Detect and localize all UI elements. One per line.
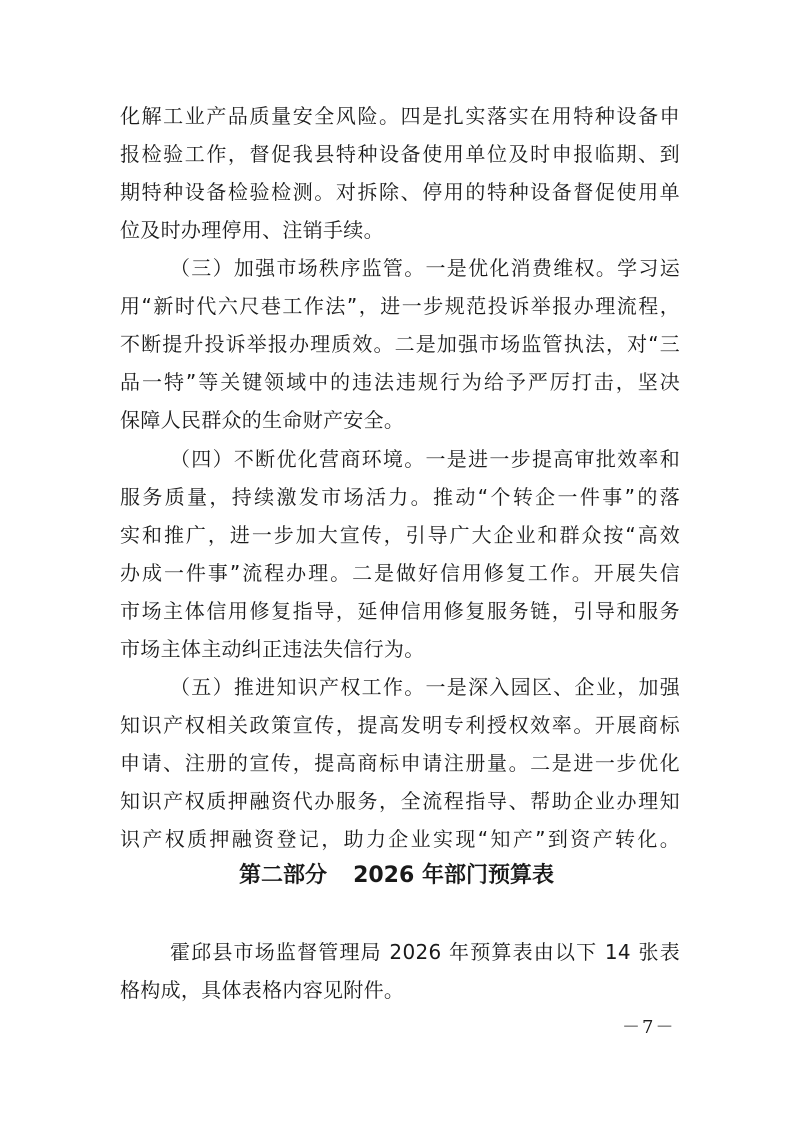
paragraph-line: 用“新时代六尺巷工作法”，进一步规范投诉举报办理流程， xyxy=(120,294,680,318)
paragraph-line: 实和推广，进一步加大宣传，引导广大企业和群众按“高效 xyxy=(120,523,680,547)
paragraph-line: 位及时办理停用、注销手续。 xyxy=(120,218,384,242)
paragraph-line: 霍邱县市场监督管理局 2026 年预算表由以下 14 张表 xyxy=(170,940,680,964)
paragraph-line: （三）加强市场秩序监管。一是优化消费维权。学习运 xyxy=(170,256,680,280)
paragraph-line: 报检验工作，督促我县特种设备使用单位及时申报临期、到 xyxy=(120,142,680,166)
paragraph-line: 知识产权相关政策宣传，提高发明专利授权效率。开展商标 xyxy=(120,713,680,737)
paragraph-line: 知识产权质押融资代办服务，全流程指导、帮助企业办理知 xyxy=(120,789,680,813)
paragraph-line: 申请、注册的宣传，提高商标申请注册量。二是进一步优化 xyxy=(120,751,680,775)
section-title: 2026 年部门预算表 xyxy=(353,863,554,888)
paragraph-line: 化解工业产品质量安全风险。四是扎实落实在用特种设备申 xyxy=(120,104,680,128)
paragraph-line: 期特种设备检验检测。对拆除、停用的特种设备督促使用单 xyxy=(120,180,680,204)
paragraph-line: 不断提升投诉举报办理质效。二是加强市场监管执法，对“三 xyxy=(120,332,680,356)
paragraph-line: 格构成，具体表格内容见附件。 xyxy=(120,978,405,1002)
section-part-label: 第二部分 xyxy=(239,863,328,888)
paragraph-line: 品一特”等关键领域中的违法违规行为给予严厉打击，坚决 xyxy=(120,370,680,394)
paragraph-line: （四）不断优化营商环境。一是进一步提高审批效率和 xyxy=(170,447,680,471)
paragraph-line: 办成一件事”流程办理。二是做好信用修复工作。开展失信 xyxy=(120,561,680,585)
paragraph-line: （五）推进知识产权工作。一是深入园区、企业，加强 xyxy=(170,675,680,699)
paragraph-line: 市场主体主动纠正违法失信行为。 xyxy=(120,637,425,661)
section-heading xyxy=(0,862,793,890)
paragraph-line: 市场主体信用修复指导，延伸信用修复服务链，引导和服务 xyxy=(120,599,680,623)
paragraph-line: 服务质量，持续激发市场活力。推动“个转企一件事”的落 xyxy=(120,485,680,509)
page-number: －7－ xyxy=(622,1017,676,1038)
paragraph-line: 保障人民群众的生命财产安全。 xyxy=(120,408,405,432)
paragraph-line: 识产权质押融资登记，助力企业实现“知产”到资产转化。 xyxy=(120,827,680,851)
